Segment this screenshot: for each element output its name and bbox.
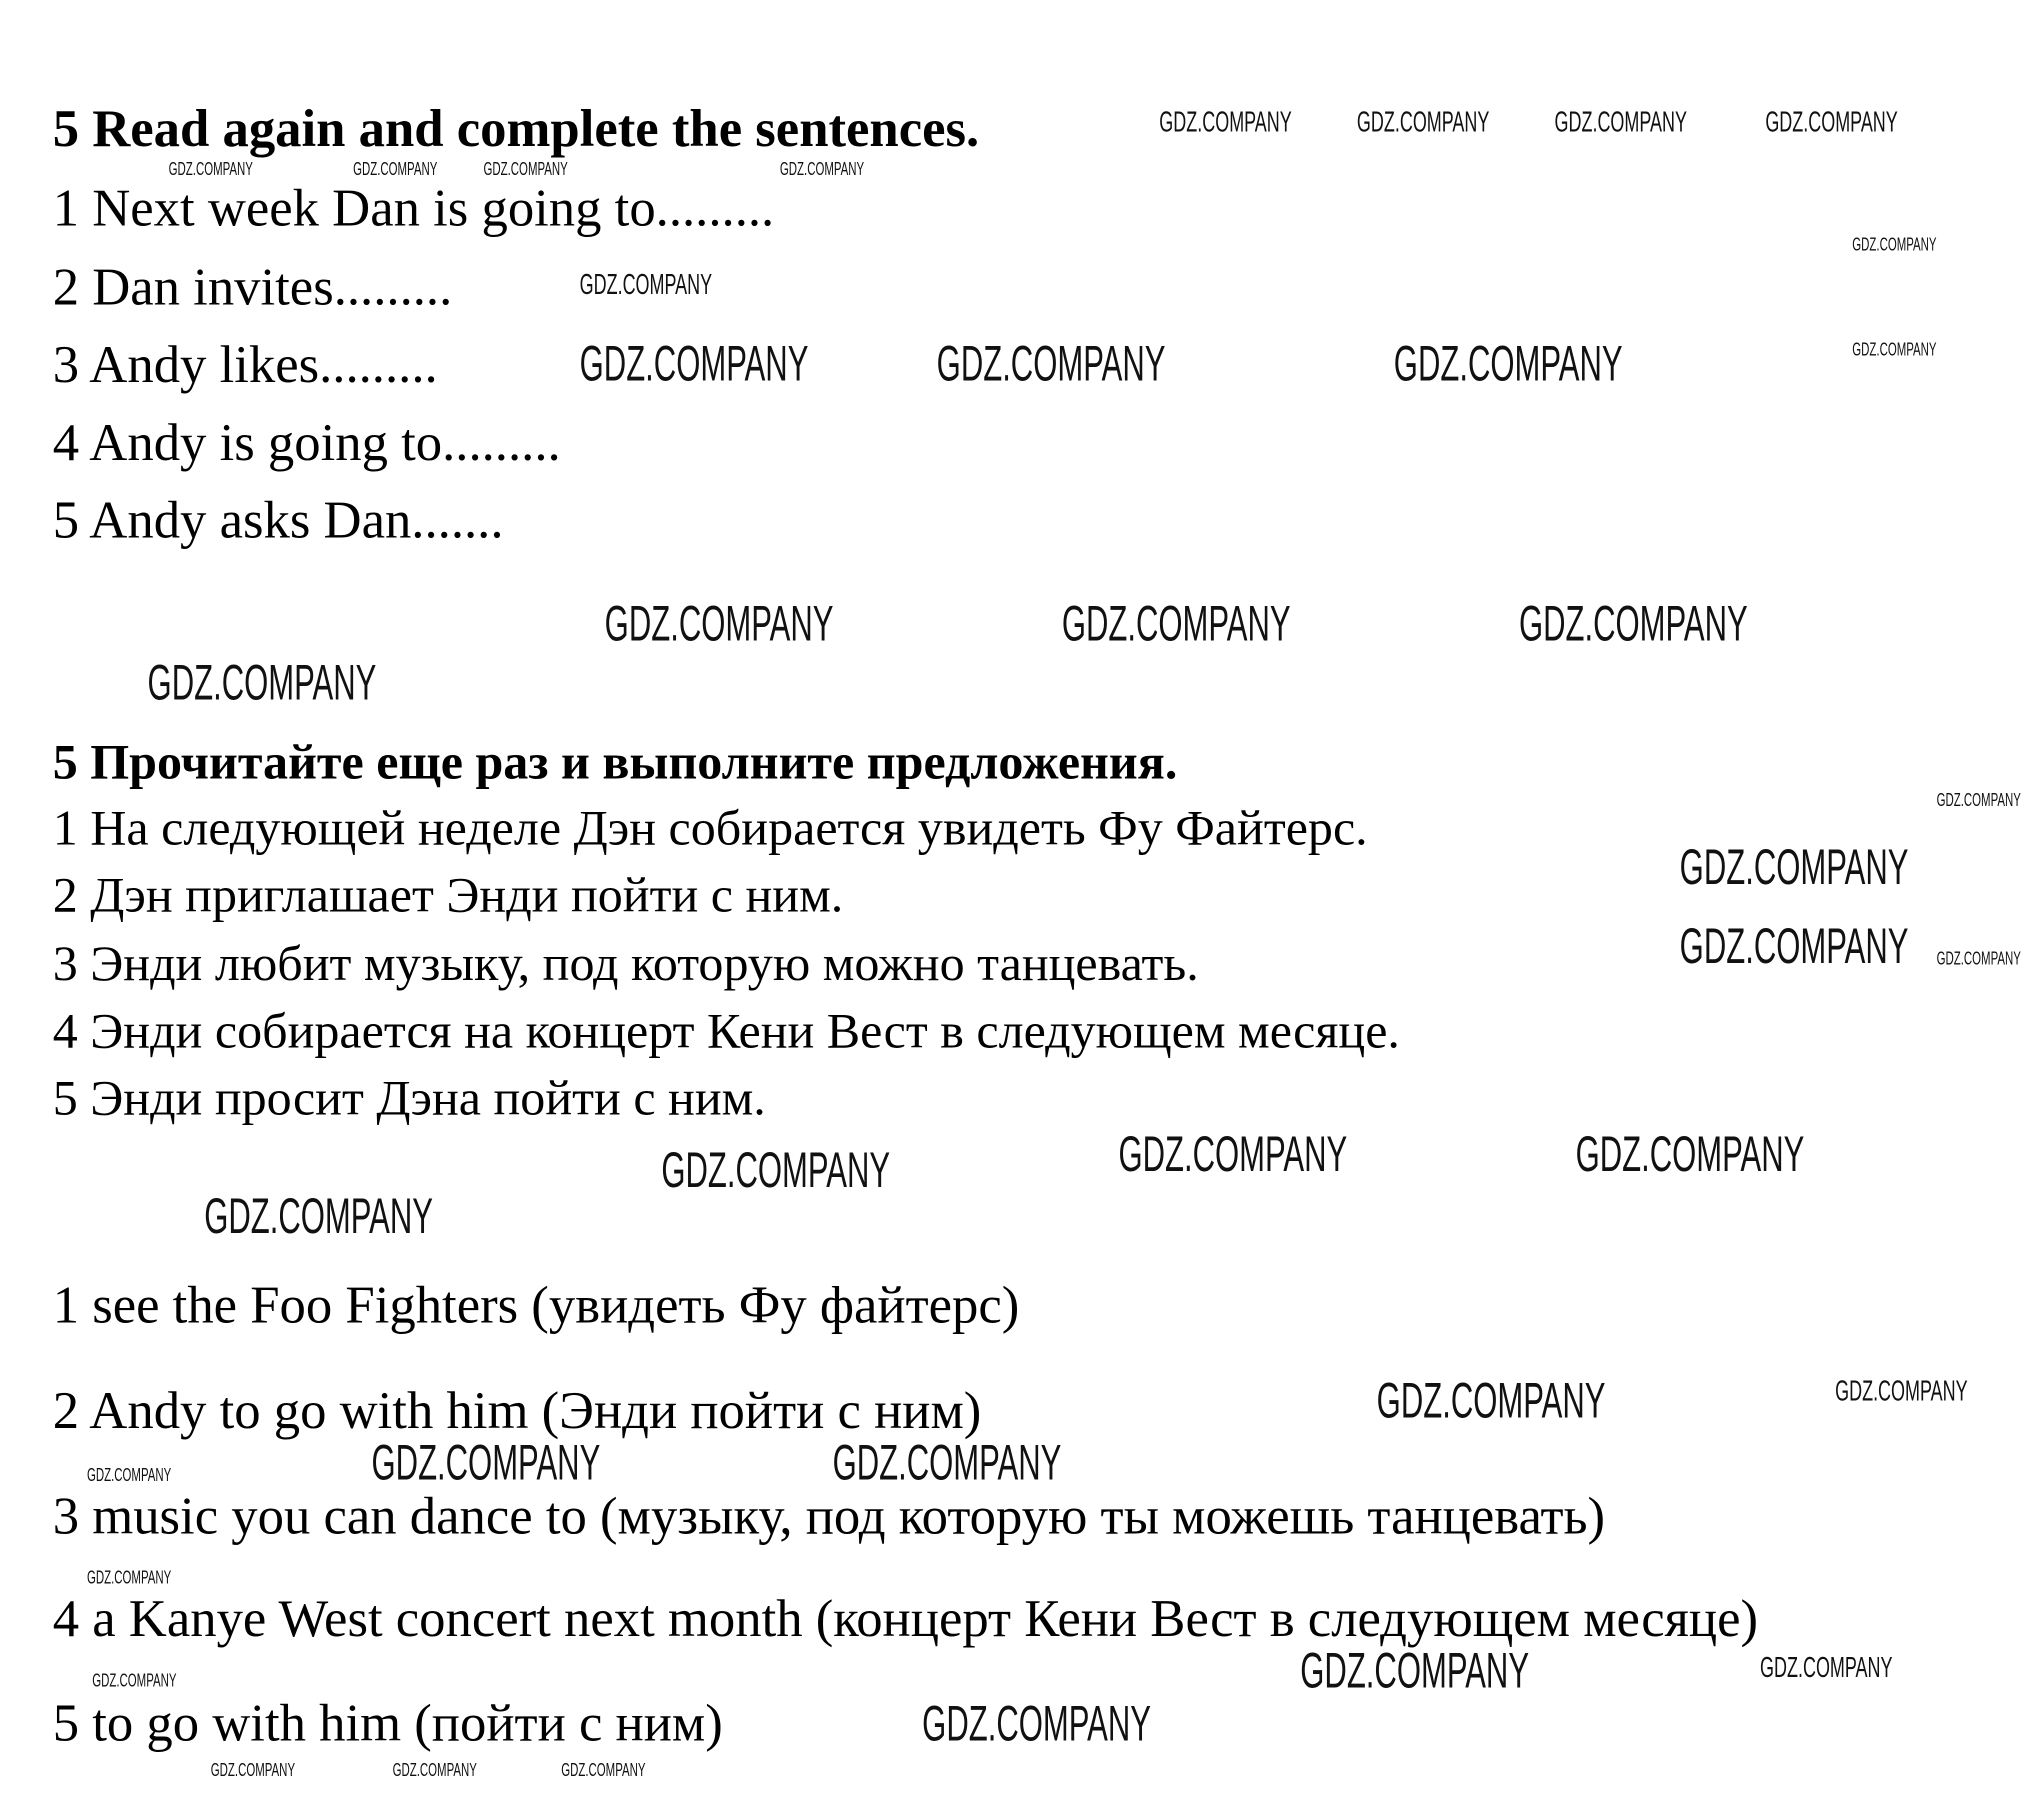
translation-line: 4 Энди собирается на концерт Кени Вест в следующем месяце. bbox=[52, 1003, 1400, 1060]
watermark: GDZ.COMPANY bbox=[1554, 105, 1687, 139]
watermark: GDZ.COMPANY bbox=[483, 158, 568, 180]
answer-line: 3 music you can dance to (музыку, под которую ты можешь танцевать) bbox=[52, 1486, 1606, 1546]
exercise-line: 3 Andy likes......... bbox=[52, 334, 438, 394]
watermark: GDZ.COMPANY bbox=[86, 1463, 172, 1485]
answer-line: 4 a Kanye West concert next month (концерт Кени Вест в следующем месяце) bbox=[52, 1588, 1759, 1649]
watermark: GDZ.COMPANY bbox=[832, 1435, 1062, 1492]
watermark: GDZ.COMPANY bbox=[661, 1143, 891, 1199]
watermark: GDZ.COMPANY bbox=[604, 596, 834, 653]
exercise-line: 1 Next week Dan is going to......... bbox=[52, 177, 775, 238]
exercise-line: 5 Andy asks Dan....... bbox=[52, 490, 504, 550]
watermark: GDZ.COMPANY bbox=[922, 1696, 1151, 1753]
watermark: GDZ.COMPANY bbox=[1159, 105, 1292, 139]
watermark: GDZ.COMPANY bbox=[1118, 1127, 1348, 1184]
watermark: GDZ.COMPANY bbox=[1852, 338, 1937, 360]
answer-line: 5 to go with him (пойти с ним) bbox=[52, 1692, 723, 1753]
exercise-line: 4 Andy is going to......... bbox=[52, 412, 561, 472]
watermark: GDZ.COMPANY bbox=[1300, 1644, 1530, 1700]
translation-line: 2 Дэн приглашает Энди пойти с ним. bbox=[52, 868, 844, 924]
watermark: GDZ.COMPANY bbox=[579, 337, 809, 393]
answer-line: 1 see the Foo Fighters (увидеть Фу файтерс) bbox=[52, 1275, 1020, 1335]
watermark: GDZ.COMPANY bbox=[147, 656, 377, 712]
watermark: GDZ.COMPANY bbox=[1936, 789, 2021, 811]
watermark: GDZ.COMPANY bbox=[579, 267, 713, 301]
answer-line: 2 Andy to go with him (Энди пойти с ним) bbox=[52, 1380, 982, 1440]
translation-line: 5 Энди просит Дэна пойти с ним. bbox=[52, 1071, 766, 1127]
exercise-heading-ru: 5 Прочитайте еще раз и выполните предложения. bbox=[52, 735, 1178, 791]
watermark: GDZ.COMPANY bbox=[371, 1435, 601, 1492]
watermark: GDZ.COMPANY bbox=[1061, 596, 1291, 653]
watermark: GDZ.COMPANY bbox=[1835, 1374, 1968, 1407]
watermark: GDZ.COMPANY bbox=[1575, 1127, 1805, 1184]
watermark: GDZ.COMPANY bbox=[1679, 919, 1909, 975]
watermark: GDZ.COMPANY bbox=[392, 1758, 477, 1780]
watermark: GDZ.COMPANY bbox=[1765, 105, 1898, 139]
exercise-heading-en: 5 Read again and complete the sentences. bbox=[52, 98, 980, 159]
watermark: GDZ.COMPANY bbox=[1376, 1374, 1606, 1430]
watermark: GDZ.COMPANY bbox=[168, 158, 253, 180]
watermark: GDZ.COMPANY bbox=[86, 1566, 172, 1588]
watermark: GDZ.COMPANY bbox=[779, 158, 865, 180]
watermark: GDZ.COMPANY bbox=[1852, 233, 1937, 255]
watermark: GDZ.COMPANY bbox=[1679, 840, 1909, 896]
watermark: GDZ.COMPANY bbox=[1936, 947, 2021, 969]
translation-line: 3 Энди любит музыку, под которую можно танцевать. bbox=[52, 936, 1199, 993]
watermark: GDZ.COMPANY bbox=[1356, 105, 1490, 139]
exercise-line: 2 Dan invites......... bbox=[52, 256, 453, 317]
watermark: GDZ.COMPANY bbox=[936, 337, 1166, 393]
watermark: GDZ.COMPANY bbox=[204, 1189, 433, 1245]
watermark: GDZ.COMPANY bbox=[1518, 596, 1748, 653]
watermark: GDZ.COMPANY bbox=[92, 1669, 177, 1691]
watermark: GDZ.COMPANY bbox=[1393, 337, 1623, 393]
watermark: GDZ.COMPANY bbox=[561, 1758, 646, 1780]
watermark: GDZ.COMPANY bbox=[353, 158, 438, 180]
watermark: GDZ.COMPANY bbox=[210, 1758, 296, 1780]
translation-line: 1 На следующей неделе Дэн собирается увидеть Фу Файтерс. bbox=[52, 800, 1368, 857]
watermark: GDZ.COMPANY bbox=[1760, 1650, 1893, 1684]
